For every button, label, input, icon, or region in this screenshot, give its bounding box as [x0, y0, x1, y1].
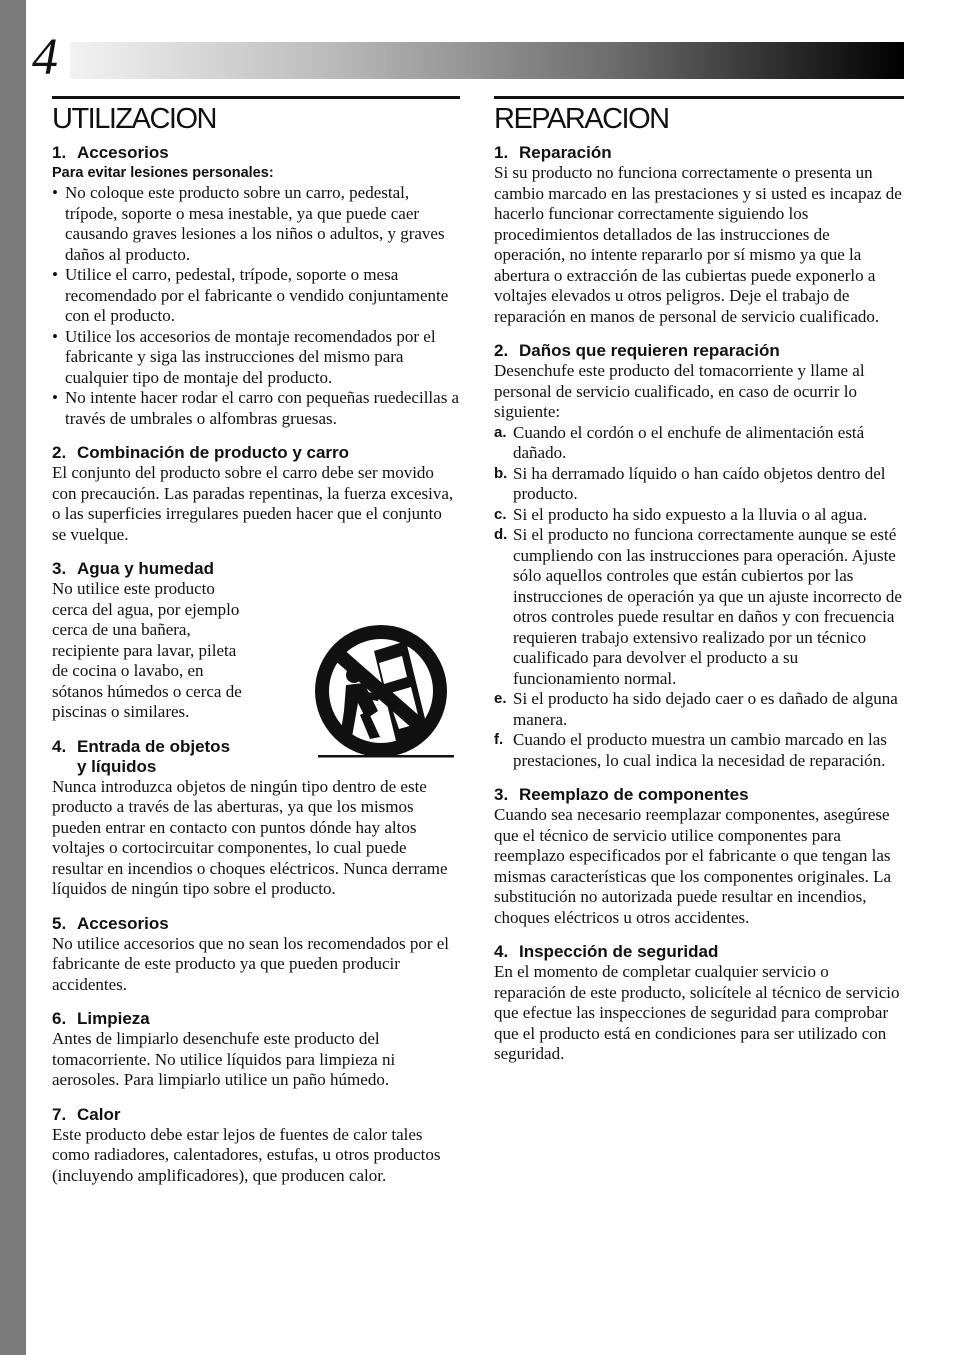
list-item: a. Cuando el cordón o el enchufe de alimentación está dañado.	[494, 422, 865, 462]
paragraph-danos-intro: Desenchufe este producto del tomacorriente y llame al personal de servicio cualificado, en caso de ocurrir lo siguiente:	[494, 361, 865, 421]
section-title-utilizacion: UTILIZACION	[52, 103, 216, 135]
paragraph-entrada: Nunca introduzca objetos de ningún tipo dentro de este producto a través de las aberturas, ya que los mismos pueden entrar en contacto con puntos dónde hay altos voltajes o cortocircuitar componentes, lo cual puede resultar en incendios o choques eléctricos. Nunca derrame líquidos de ningún tipo sobre el producto.	[52, 776, 448, 898]
list-item: • No intente hacer rodar el carro con pequeñas ruedecillas a través de umbrales o alfombras gruesas.	[52, 388, 460, 428]
utilizacion-column	[52, 96, 460, 1186]
paragraph-reemplazo: Cuando sea necesario reemplazar componentes, asegúrese que el técnico de servicio utilice componentes para reemplazo especificados por el fabricante o que tengan las mismas características que los componentes originales. La substitución no autorizada puede resultar en incendios, choques eléctricos u otros accidentes.	[494, 805, 892, 927]
paragraph-agua: No utilice este producto cerca del agua, por ejemplo cerca de una bañera, recipiente para lavar, pileta de cocina o lavabo, en sótanos húmedos o cerca de piscinas o similares.	[52, 579, 242, 721]
left-edge-bar	[0, 0, 26, 1355]
heading-reparacion: 1. Reparación	[494, 143, 612, 162]
heading-limpieza: 6. Limpieza	[52, 1009, 150, 1028]
list-item: • Utilice los accesorios de montaje recomendados por el fabricante y siga las instrucciones del mismo para cualquier tipo de montaje del producto.	[52, 326, 436, 387]
heading-reemplazo: 3. Reemplazo de componentes	[494, 785, 749, 804]
paragraph-calor: Este producto debe estar lejos de fuentes de calor tales como radiadores, calentadores, estufas, u otros productos (incluyendo amplificadores), que producen calor.	[52, 1124, 441, 1185]
heading-inspeccion: 4. Inspección de seguridad	[494, 942, 719, 961]
list-item: b. Si ha derramado líquido o han caído objetos dentro del producto.	[494, 463, 886, 503]
heading-danos: 2. Daños que requieren reparación	[494, 341, 780, 360]
heading-entrada: 4. Entrada de objetos y líquidos	[52, 736, 231, 776]
heading-calor: 7. Calor	[52, 1104, 121, 1124]
paragraph-inspeccion: En el momento de completar cualquier servicio o reparación de este producto, solicítele al técnico de servicio que efectue las inspecciones de seguridad para comprobar que el producto está en condiciones para ser utilizado con seguridad.	[494, 962, 900, 1063]
cart-tip-over-warning-icon	[308, 619, 458, 769]
section-rule	[52, 96, 460, 99]
list-item: • Utilice el carro, pedestal, trípode, soporte o mesa recomendado por el fabricante o vendido conjuntamente con el producto.	[52, 265, 449, 325]
section-title-reparacion: REPARACION	[494, 103, 669, 135]
heading-accesorios-2: 5. Accesorios	[52, 913, 169, 933]
header-gradient-bar	[70, 42, 904, 79]
reparacion-column	[494, 96, 904, 1065]
list-item: d. Si el producto no funciona correctamente aunque se esté cumpliendo con las instrucciones para operación. Ajuste sólo aquellos controles que están cubiertos por las instrucciones de operación ya que un ajuste incorrecto de otros controles puede resultar en daños y con frecuencia requieren trabajo extensivo realizado por un técnico cualificado para devolver el producto a su funcionamiento normal.	[494, 525, 902, 688]
paragraph-reparacion: Si su producto no funciona correctamente o presenta un cambio marcado en las prestaciones y si usted es incapaz de hacerlo funcionar correctamente siguiendo los procedimientos detallados de las instrucciones de operación, no intente repararlo por sí mismo ya que la abertura o extracción de las cubiertas puede exponerlo a voltajes elevados u otros peligros. Deje el trabajo de reparación en manos de personal de servicio cualificado.	[494, 163, 902, 326]
paragraph-accesorios: No utilice accesorios que no sean los recomendados por el fabricante de este producto ya que pueden producir accidentes.	[52, 933, 450, 994]
heading-combinacion: 2. Combinación de producto y carro	[52, 443, 350, 462]
subheading-lesiones: Para evitar lesiones personales:	[52, 165, 274, 181]
paragraph-combinacion: El conjunto del producto sobre el carro debe ser movido con precaución. Las paradas repentinas, la fuerza excesiva, o las superficies irregulares pueden hacer que el conjunto se vuelque.	[52, 463, 454, 544]
heading-accesorios: 1. Accesorios	[52, 143, 169, 162]
list-item: • No coloque este producto sobre un carro, pedestal, trípode, soporte o mesa inestable, ya que puede caer causando graves lesiones a los niños o adultos, y graves daños al producto.	[52, 183, 445, 264]
list-item: c. Si el producto ha sido expuesto a la lluvia o al agua.	[494, 504, 868, 524]
page-number: 4	[32, 29, 58, 86]
water-section	[52, 559, 460, 777]
list-item: f. Cuando el producto muestra un cambio marcado en las prestaciones, lo cual indica la necesidad de reparación.	[494, 730, 887, 770]
heading-agua: 3. Agua y humedad	[52, 559, 214, 578]
list-item: e. Si el producto ha sido dejado caer o es dañado de alguna manera.	[494, 689, 898, 729]
section-rule	[494, 96, 904, 99]
paragraph-limpieza: Antes de limpiarlo desenchufe este producto del tomacorriente. No utilice líquidos para limpieza ni aerosoles. Para limpiarlo utilice un paño húmedo.	[52, 1029, 396, 1089]
